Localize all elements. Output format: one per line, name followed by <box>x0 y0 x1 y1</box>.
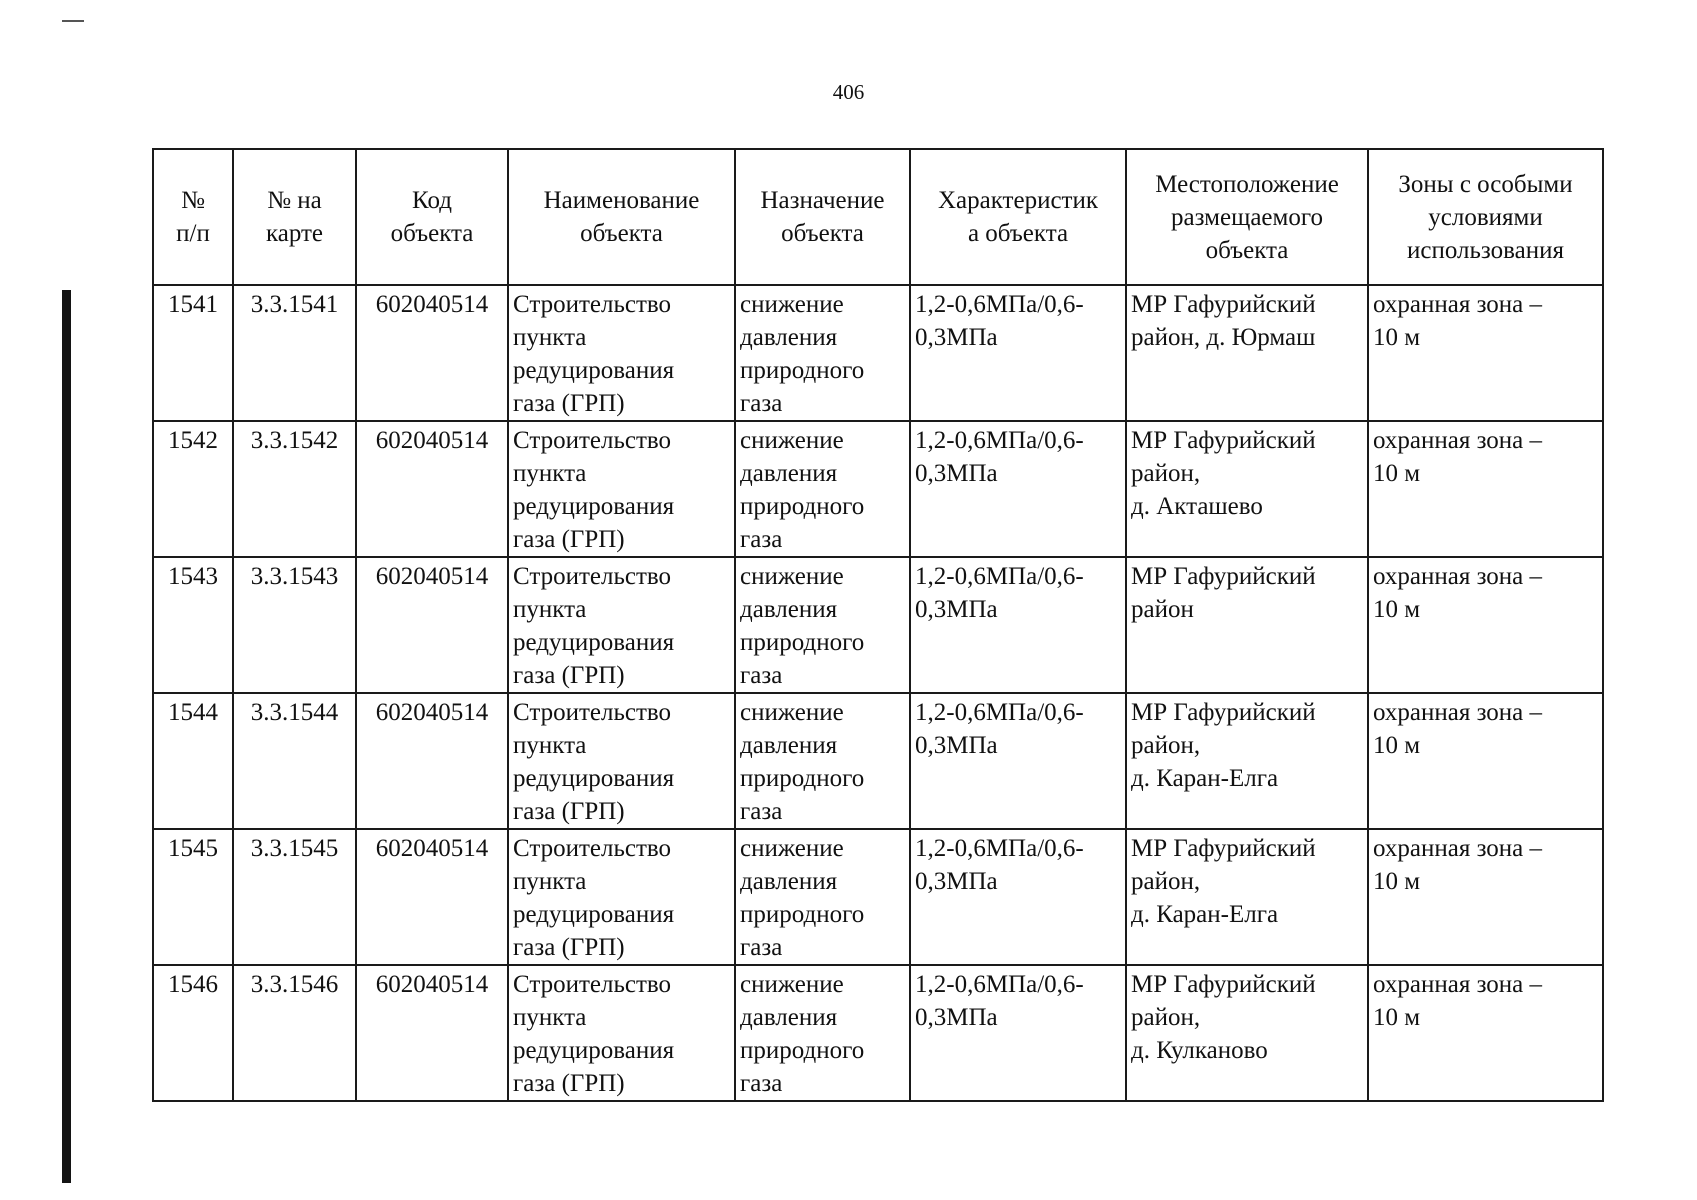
header-map-number: № на карте <box>233 149 356 285</box>
cell-object-purpose: снижение давления природного газа <box>735 693 910 829</box>
cell-object-location: МР Гафурийский район, д. Юрмаш <box>1126 285 1368 421</box>
header-special-zones: Зоны с особыми условиями использования <box>1368 149 1603 285</box>
table-row <box>153 557 1603 693</box>
cell-map-number: 3.3.1546 <box>233 965 356 1101</box>
cell-object-purpose: снижение давления природного газа <box>735 285 910 421</box>
cell-special-zone: охранная зона – 10 м <box>1368 421 1603 557</box>
cell-object-characteristic: 1,2-0,6МПа/0,6- 0,3МПа <box>910 829 1126 965</box>
cell-special-zone: охранная зона – 10 м <box>1368 285 1603 421</box>
cell-object-code: 602040514 <box>356 285 508 421</box>
cell-object-name: Строительство пункта редуцирования газа (ГРП) <box>508 421 735 557</box>
header-object-code: Код объекта <box>356 149 508 285</box>
cell-object-location: МР Гафурийский район, д. Акташево <box>1126 421 1368 557</box>
scan-mark <box>62 20 84 22</box>
cell-object-name: Строительство пункта редуцирования газа (ГРП) <box>508 965 735 1101</box>
table-row <box>153 421 1603 557</box>
scan-binding-edge <box>62 290 71 1183</box>
cell-number: 1542 <box>153 421 233 557</box>
cell-object-purpose: снижение давления природного газа <box>735 557 910 693</box>
header-number: № п/п <box>153 149 233 285</box>
cell-object-characteristic: 1,2-0,6МПа/0,6- 0,3МПа <box>910 285 1126 421</box>
header-object-characteristic: Характеристик а объекта <box>910 149 1126 285</box>
cell-number: 1541 <box>153 285 233 421</box>
cell-special-zone: охранная зона – 10 м <box>1368 557 1603 693</box>
header-object-purpose: Назначение объекта <box>735 149 910 285</box>
cell-object-location: МР Гафурийский район, д. Кулканово <box>1126 965 1368 1101</box>
cell-object-purpose: снижение давления природного газа <box>735 829 910 965</box>
cell-object-characteristic: 1,2-0,6МПа/0,6- 0,3МПа <box>910 421 1126 557</box>
page-number: 406 <box>832 80 865 104</box>
cell-object-characteristic: 1,2-0,6МПа/0,6- 0,3МПа <box>910 693 1126 829</box>
cell-object-code: 602040514 <box>356 693 508 829</box>
cell-object-name: Строительство пункта редуцирования газа (ГРП) <box>508 693 735 829</box>
cell-object-characteristic: 1,2-0,6МПа/0,6- 0,3МПа <box>910 557 1126 693</box>
objects-table <box>152 148 1604 1102</box>
cell-map-number: 3.3.1541 <box>233 285 356 421</box>
cell-map-number: 3.3.1545 <box>233 829 356 965</box>
cell-special-zone: охранная зона – 10 м <box>1368 829 1603 965</box>
table-row <box>153 965 1603 1101</box>
cell-object-code: 602040514 <box>356 829 508 965</box>
cell-number: 1545 <box>153 829 233 965</box>
cell-object-location: МР Гафурийский район, д. Каран-Елга <box>1126 829 1368 965</box>
cell-number: 1544 <box>153 693 233 829</box>
cell-map-number: 3.3.1542 <box>233 421 356 557</box>
table-row <box>153 285 1603 421</box>
cell-number: 1546 <box>153 965 233 1101</box>
cell-map-number: 3.3.1543 <box>233 557 356 693</box>
cell-number: 1543 <box>153 557 233 693</box>
table-row <box>153 693 1603 829</box>
table-row <box>153 829 1603 965</box>
cell-object-name: Строительство пункта редуцирования газа (ГРП) <box>508 829 735 965</box>
cell-object-purpose: снижение давления природного газа <box>735 421 910 557</box>
cell-object-code: 602040514 <box>356 965 508 1101</box>
cell-object-location: МР Гафурийский район, д. Каран-Елга <box>1126 693 1368 829</box>
header-object-name: Наименование объекта <box>508 149 735 285</box>
cell-object-location: МР Гафурийский район <box>1126 557 1368 693</box>
cell-special-zone: охранная зона – 10 м <box>1368 965 1603 1101</box>
table-header-row <box>153 149 1603 285</box>
cell-object-code: 602040514 <box>356 421 508 557</box>
header-object-location: Местоположение размещаемого объекта <box>1126 149 1368 285</box>
cell-object-code: 602040514 <box>356 557 508 693</box>
table-body <box>153 285 1603 1101</box>
cell-object-name: Строительство пункта редуцирования газа (ГРП) <box>508 557 735 693</box>
cell-object-name: Строительство пункта редуцирования газа (ГРП) <box>508 285 735 421</box>
cell-object-characteristic: 1,2-0,6МПа/0,6- 0,3МПа <box>910 965 1126 1101</box>
cell-special-zone: охранная зона – 10 м <box>1368 693 1603 829</box>
cell-map-number: 3.3.1544 <box>233 693 356 829</box>
cell-object-purpose: снижение давления природного газа <box>735 965 910 1101</box>
